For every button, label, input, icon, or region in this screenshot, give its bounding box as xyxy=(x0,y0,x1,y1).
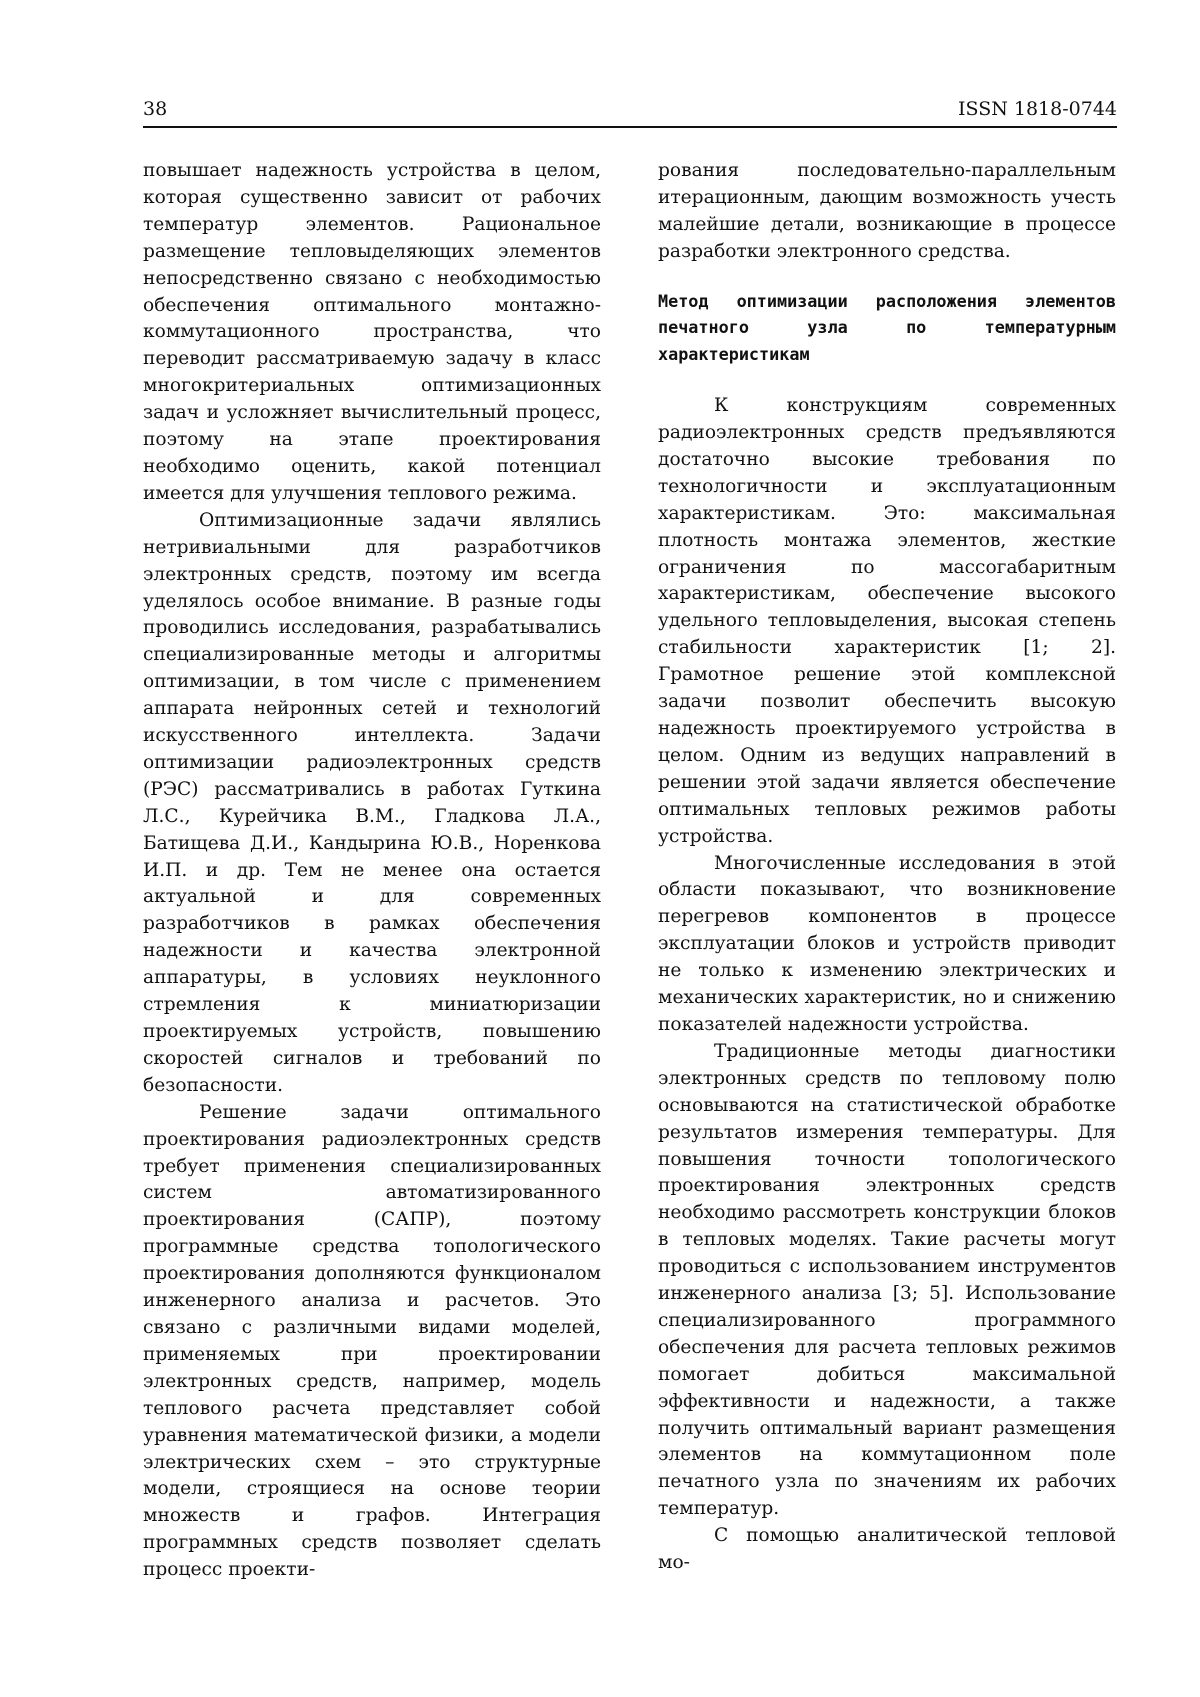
section-heading: Метод оптимизации расположения элементов печатного узла по температурным характеристикам xyxy=(658,290,1116,364)
paragraph: Решение задачи оптимального проектирования радиоэлектронных средств требует применения специализированных систем автоматизированного проектирования (САПР), поэтому программные средства топологического проектирования дополняются функционалом инженерного анализа и расчетов. Это связано с различными видами моделей, применяемых при проектировании электронных средств, например, модель теплового расчета представляет собой уравнения математической физики, а модели электрических схем – это структурные модели, строящиеся на основе теории множеств и графов. Интеграция программных средств позволяет сделать процесс проекти- xyxy=(143,1101,601,1581)
paragraph: К конструкциям современных радиоэлектронных средств предъявляются достаточно высокие требования по технологичности и эксплуатационным характеристикам. Это: максимальная плотность монтажа элементов, жесткие ограничения по массогабаритным характеристикам, обеспечение высокого удельного тепловыделения, высокая степень стабильности характеристик [1; 2]. Грамотное решение этой комплексной задачи позволит обеспечить высокую надежность проектируемого устройства в целом. Одним из ведущих направлений в решении этой задачи является обеспечение оптимальных тепловых режимов работы устройства. xyxy=(658,395,1116,847)
paragraph-truncated: С помощью аналитической тепловой мо- xyxy=(658,1525,1116,1574)
page-number: 38 xyxy=(143,98,168,120)
right-column xyxy=(658,158,1116,1577)
paragraph-continued: рования последовательно-параллельным итерационным, дающим возможность учесть малейшие детали, возникающие в процессе разработки электронного средства. xyxy=(658,160,1116,262)
paragraph: Многочисленные исследования в этой области показывают, что возникновение перегревов компонентов в процессе эксплуатации блоков и устройств приводит не только к изменению электрических и механических характеристик, но и снижению показателей надежности устройства. xyxy=(658,852,1116,1035)
left-column xyxy=(143,158,601,1584)
paragraph: Оптимизационные задачи являлись нетривиальными для разработчиков электронных средств, поэтому им всегда уделялось особое внимание. В разные годы проводились исследования, разрабатывались специализированные методы и алгоритмы оптимизации, в том числе с применением аппарата нейронных сетей и технологий искусственного интеллекта. Задачи оптимизации радиоэлектронных средств (РЭС) рассматривались в работах Гуткина Л.С., Курейчика В.М., Гладкова Л.А., Батищева Д.И., Кандырина Ю.В., Норенкова И.П. и др. Тем не менее она остается актуальной и для современных разработчиков в рамках обеспечения надежности и качества электронной аппаратуры, в условиях неуклонного стремления к миниатюризации проектируемых устройств, повышению скоростей сигналов и требований по безопасности. xyxy=(143,509,601,1096)
paragraph-continued: повышает надежность устройства в целом, которая существенно зависит от рабочих температур элементов. Рациональное размещение тепловыделяющих элементов непосредственно связано с необходимостью обеспечения оптимального монтажно-коммутационного пространства, что переводит рассматриваемую задачу в класс многокритериальных оптимизационных задач и усложняет вычислительный процесс, поэтому на этапе проектирования необходимо оценить, какой потенциал имеется для улучшения теплового режима. xyxy=(143,160,601,504)
paragraph: Традиционные методы диагностики электронных средств по тепловому полю основываются на статистической обработке результатов измерения температуры. Для повышения точности топологического проектирования электронных средств необходимо рассмотреть конструкции блоков в тепловых моделях. Такие расчеты могут проводиться с использованием инструментов инженерного анализа [3; 5]. Использование специализированного программного обеспечения для расчета тепловых режимов помогает добиться максимальной эффективности и надежности, а также получить оптимальный вариант размещения элементов на коммутационном поле печатного узла по значениям их рабочих температур. xyxy=(658,1040,1116,1520)
journal-issn: ISSN 1818-0744 xyxy=(958,98,1117,120)
page-header xyxy=(143,96,1117,128)
